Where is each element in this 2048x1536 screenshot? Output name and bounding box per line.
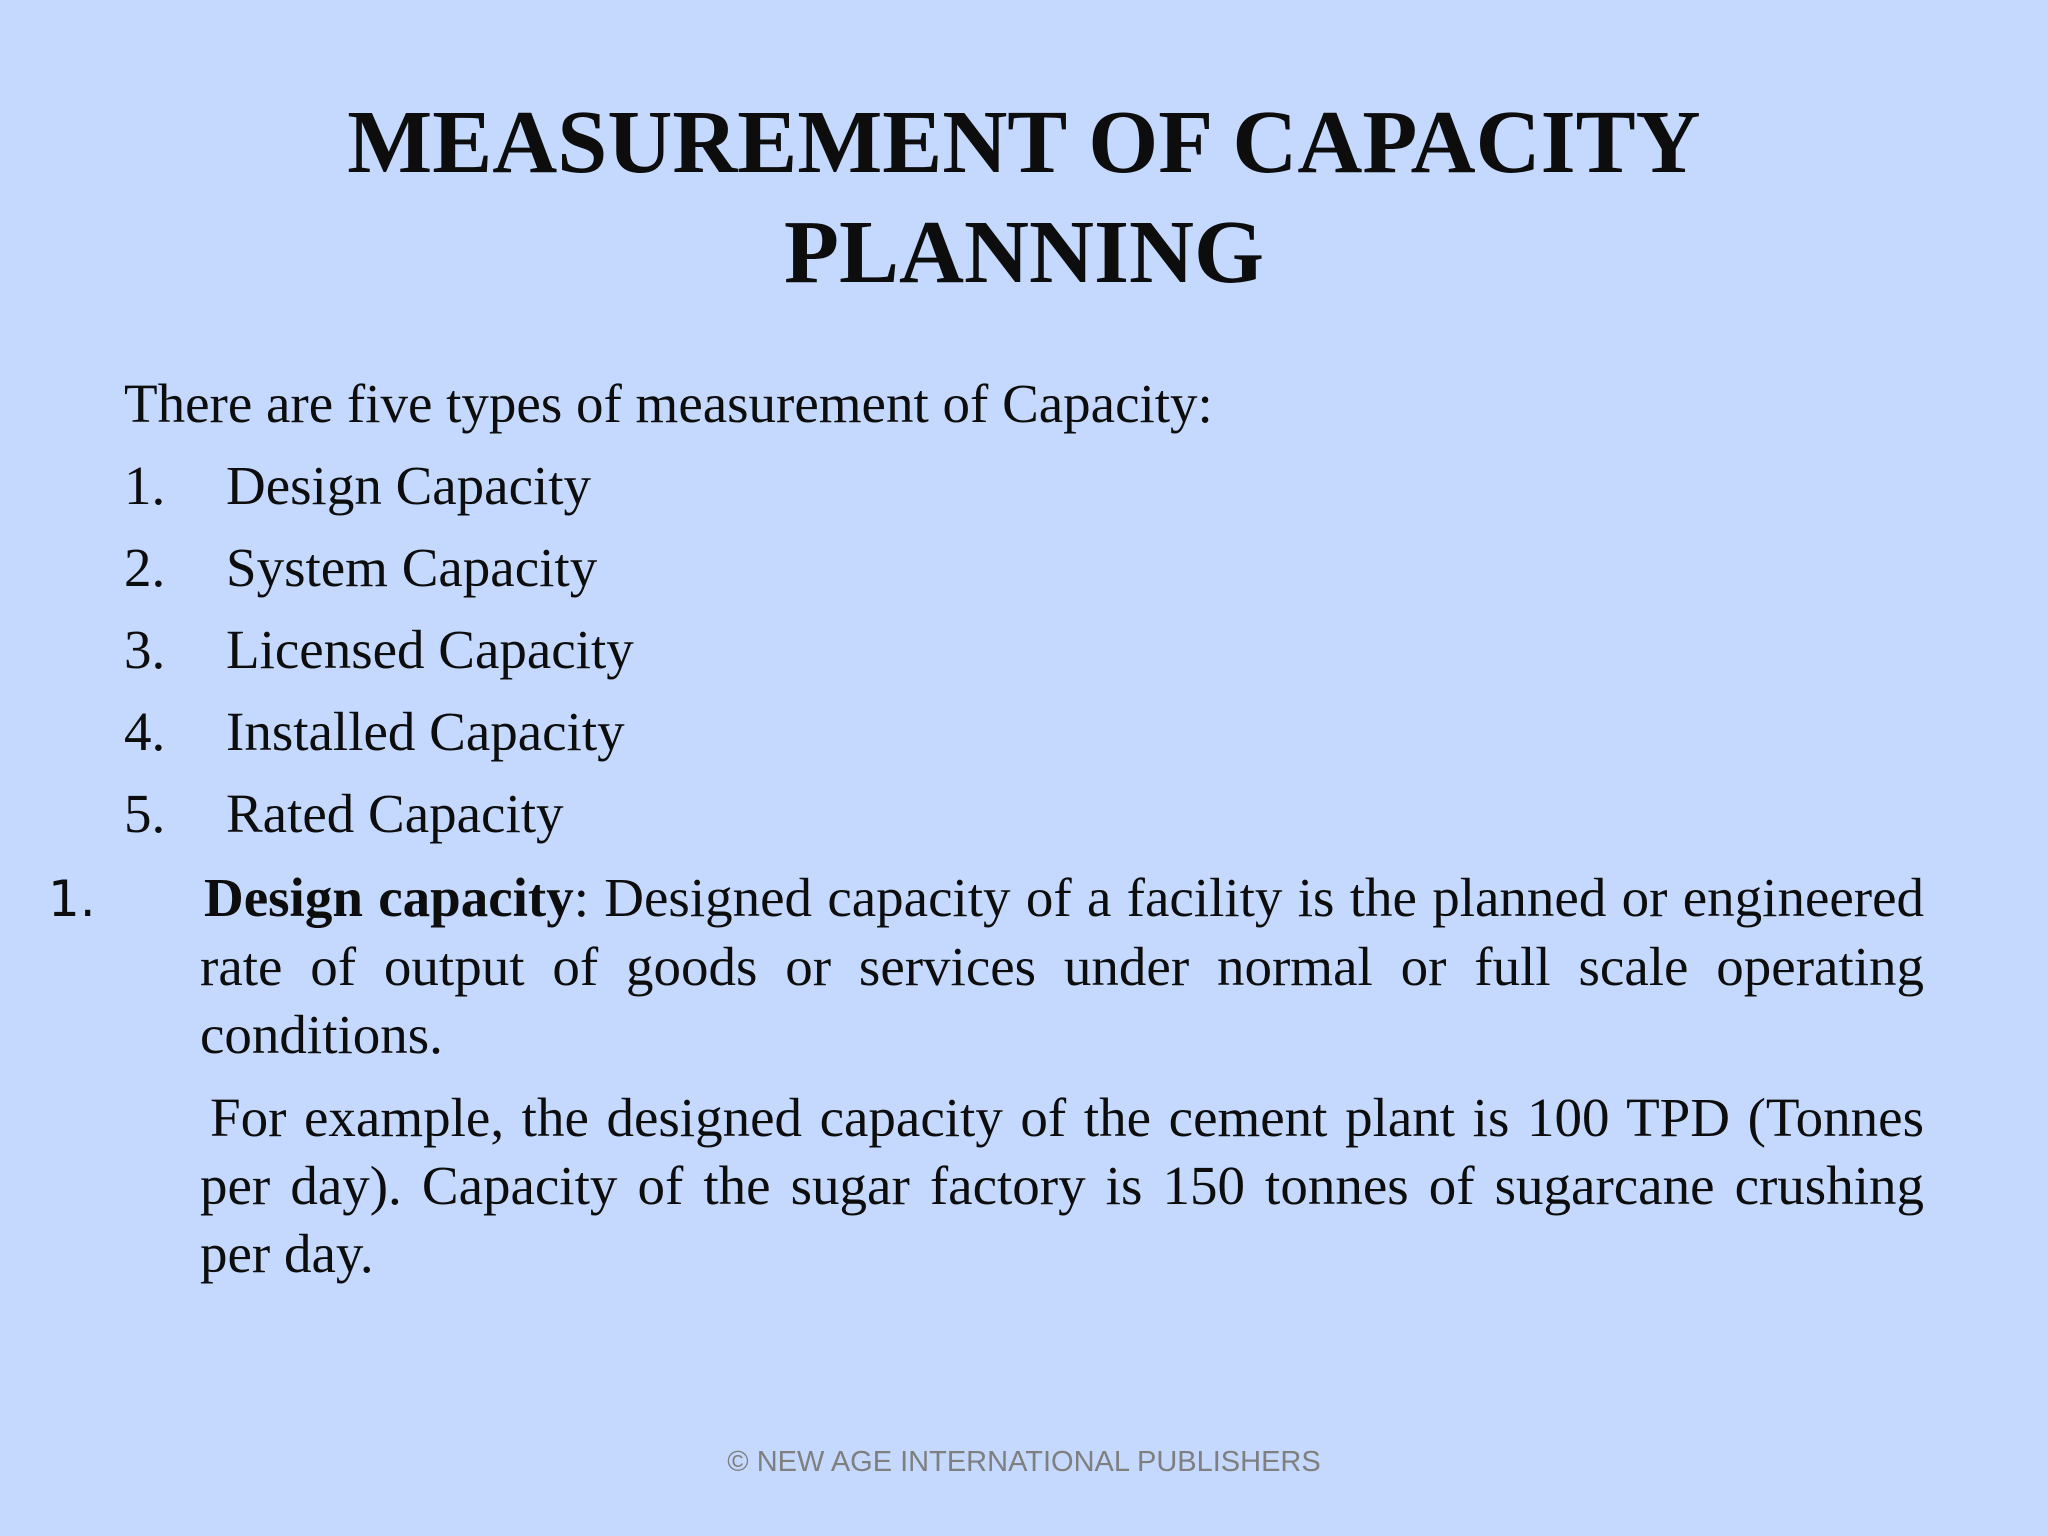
list-item [124,536,597,600]
definition-term: Design capacity [204,867,574,928]
list-item [124,454,591,518]
slide-title [0,88,2048,308]
list-item [124,782,564,846]
list-label: Design Capacity [226,455,592,516]
list-label: System Capacity [226,537,598,598]
title-line-2: PLANNING [783,203,1264,302]
list-number: 1. [124,455,166,516]
list-number: 4. [124,701,166,762]
list-number: 5. [124,783,166,844]
intro-text: There are five types of measurement of Capacity: [124,373,1213,434]
list-number: 3. [124,619,166,680]
example-paragraph: For example, the designed capacity of the cement plant is 100 TPD (Tonnes per day). Capacity of the sugar factory is 150 tonnes of sugarcane crushing per day. [200,1087,1924,1284]
copyright-footer: © NEW AGE INTERNATIONAL PUBLISHERS [727,1446,1321,1478]
list-label: Installed Capacity [226,701,625,762]
list-item [124,700,625,764]
definition-paragraph [48,864,1924,1069]
list-label: Rated Capacity [226,783,564,844]
definition-number: 1. [48,870,96,928]
title-line-1: MEASUREMENT OF CAPACITY [347,93,1701,192]
definition-text: : Designed capacity of a facility is the planned or engineered rate of output of goods or services under normal or full scale operating conditions. [200,867,1924,1065]
list-item [124,618,634,682]
list-number: 2. [124,537,166,598]
list-label: Licensed Capacity [226,619,634,680]
